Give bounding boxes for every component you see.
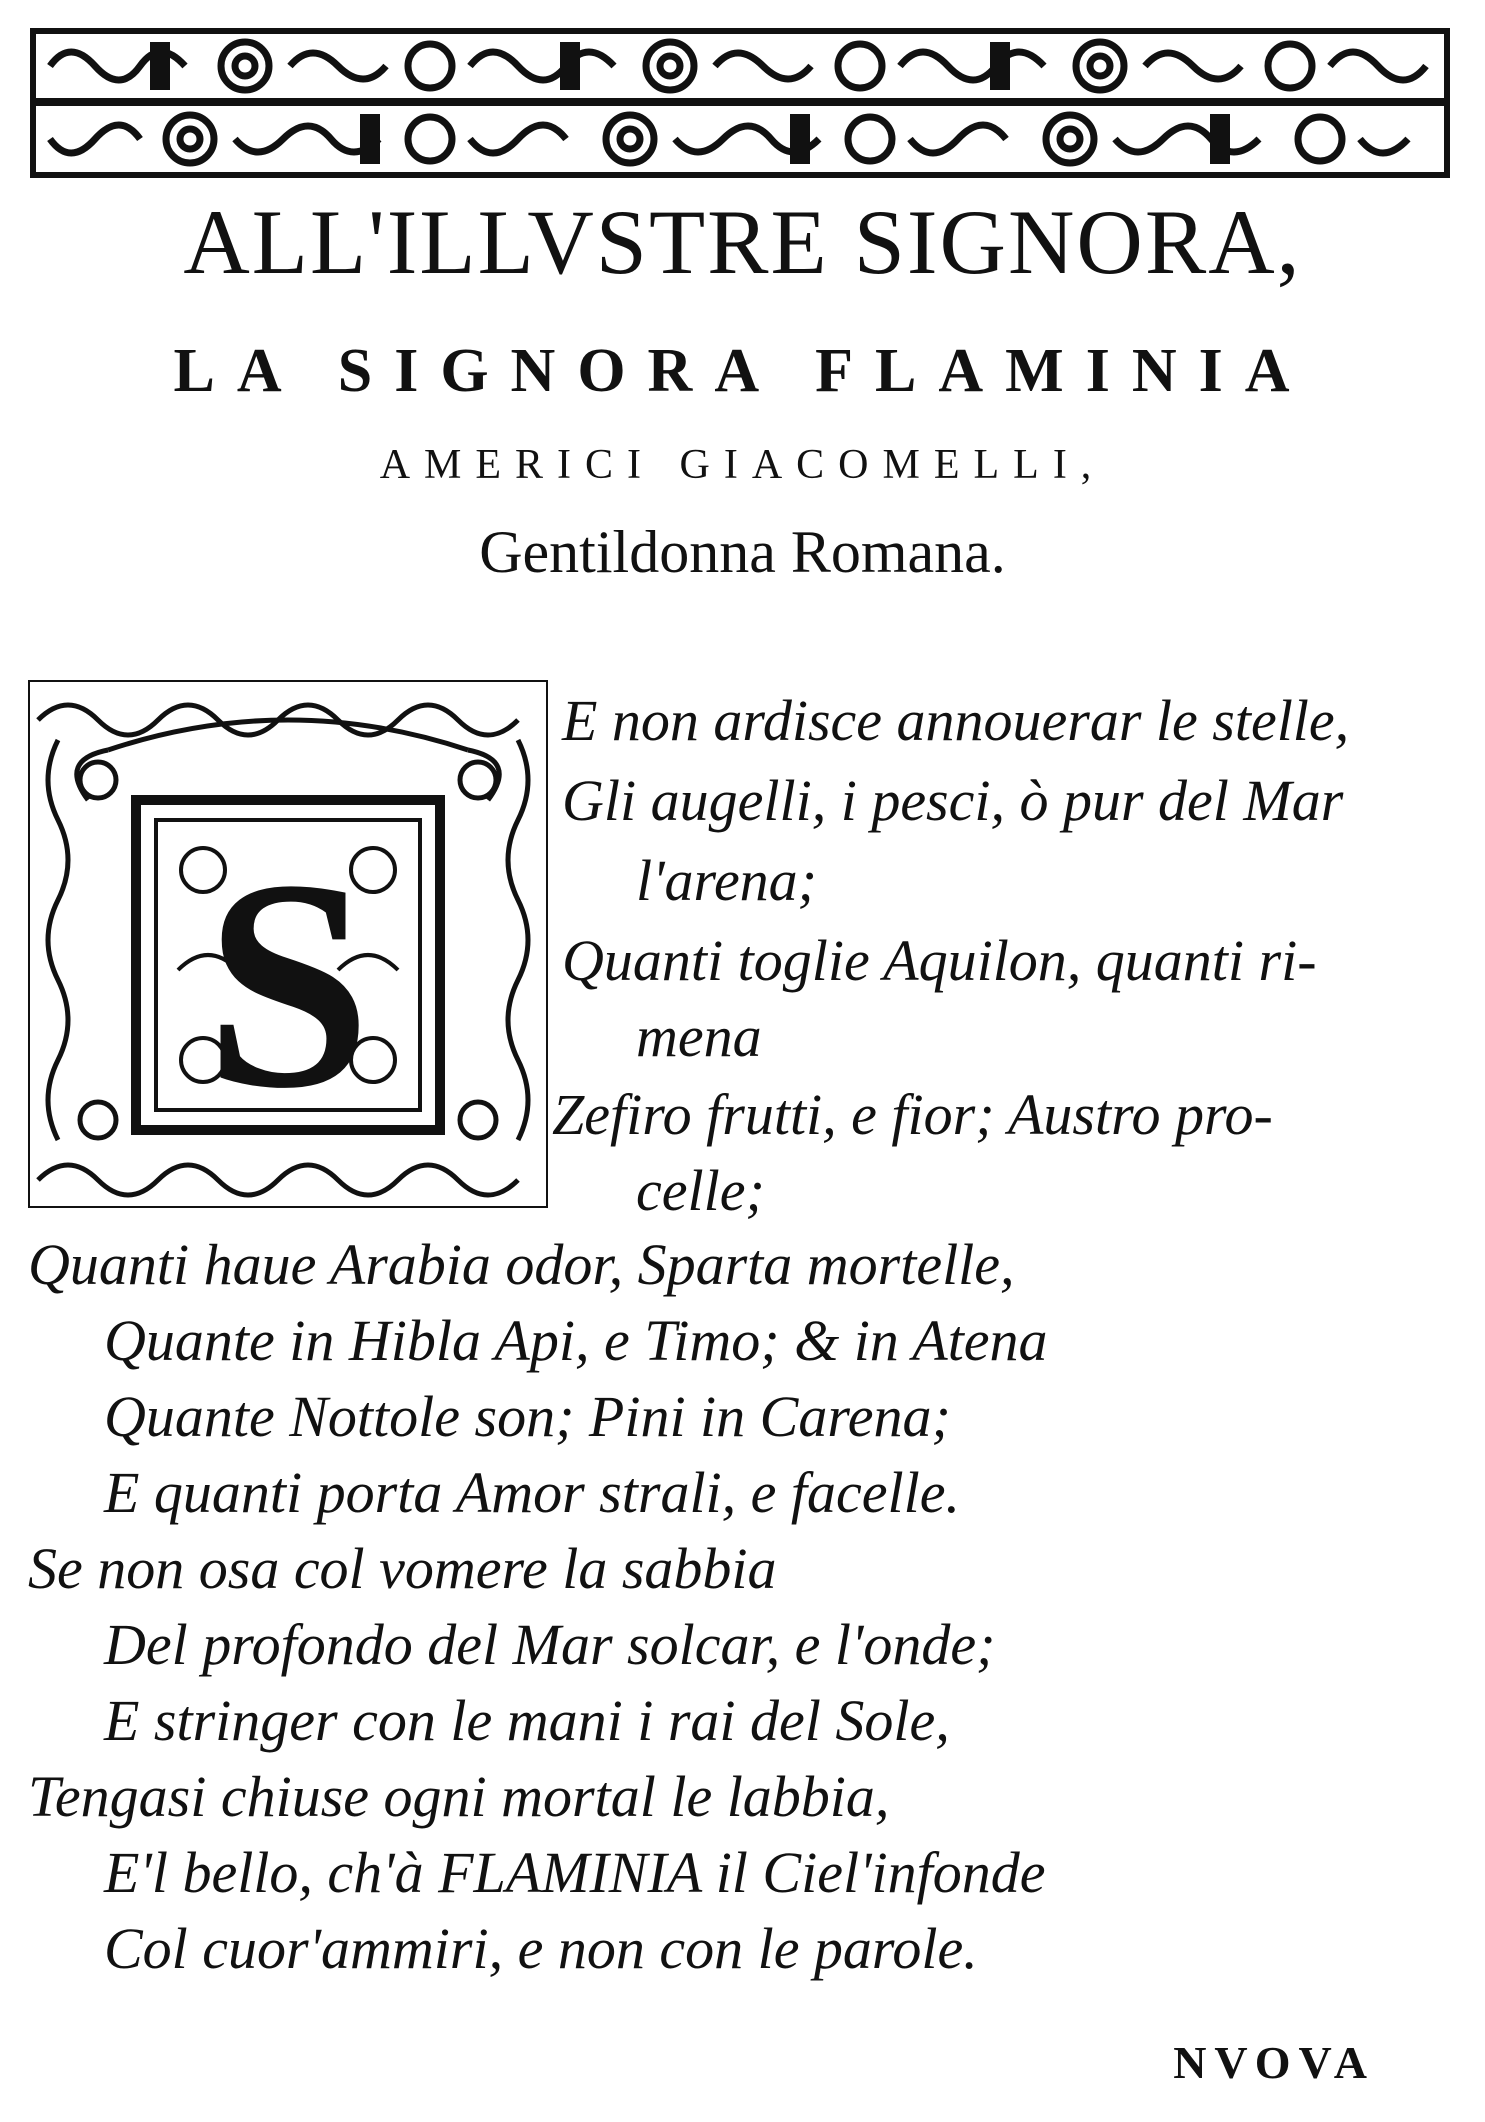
verse-line: Zefiro frutti, e fior; Austro pro- [552,1082,1273,1147]
dedicatee-description: Gentildonna Romana. [479,519,1006,585]
verse-line: Tengasi chiuse ogni mortal le labbia, [28,1764,890,1829]
verse-line: Gli augelli, i pesci, ò pur del Mar [562,768,1344,833]
verse-line: celle; [636,1158,765,1223]
initial-letter: S [204,818,372,1150]
verse-line: E non ardisce annouerar le stelle, [562,688,1350,753]
dedicatee-name: LA SIGNORA FLAMINIA [173,337,1312,405]
decorated-initial-graphic [28,680,548,1208]
verse-line: E quanti porta Amor strali, e facelle. [104,1460,960,1525]
verse-line: E'l bello, ch'à FLAMINIA il Ciel'infonde [104,1840,1046,1905]
verse-line: Quanti haue Arabia odor, Sparta mortelle, [28,1232,1015,1297]
dedication-title: ALL'ILLVSTRE SIGNORA, [183,191,1302,293]
verse-line: Se non osa col vomere la sabbia [28,1536,777,1601]
verse-line: Quante Nottole son; Pini in Carena; [104,1384,951,1449]
decorated-initial [28,680,548,1208]
verse-line: l'arena; [636,848,817,913]
verse-line: Del profondo del Mar solcar, e l'onde; [104,1612,996,1677]
headpiece-ornament-graphic [30,28,1450,178]
verse-line: Quante in Hibla Api, e Timo; & in Atena [104,1308,1048,1373]
verse-line: E stringer con le mani i rai del Sole, [104,1688,950,1753]
dedicatee-surname: AMERICI GIACOMELLI, [379,442,1106,488]
catchword: NVOVA [1173,2037,1375,2088]
verse-line: Col cuor'ammiri, e non con le parole. [104,1916,978,1981]
verse-line: Quanti toglie Aquilon, quanti ri- [562,928,1317,993]
ornamental-headpiece [30,28,1450,178]
verse-line: mena [636,1004,762,1069]
